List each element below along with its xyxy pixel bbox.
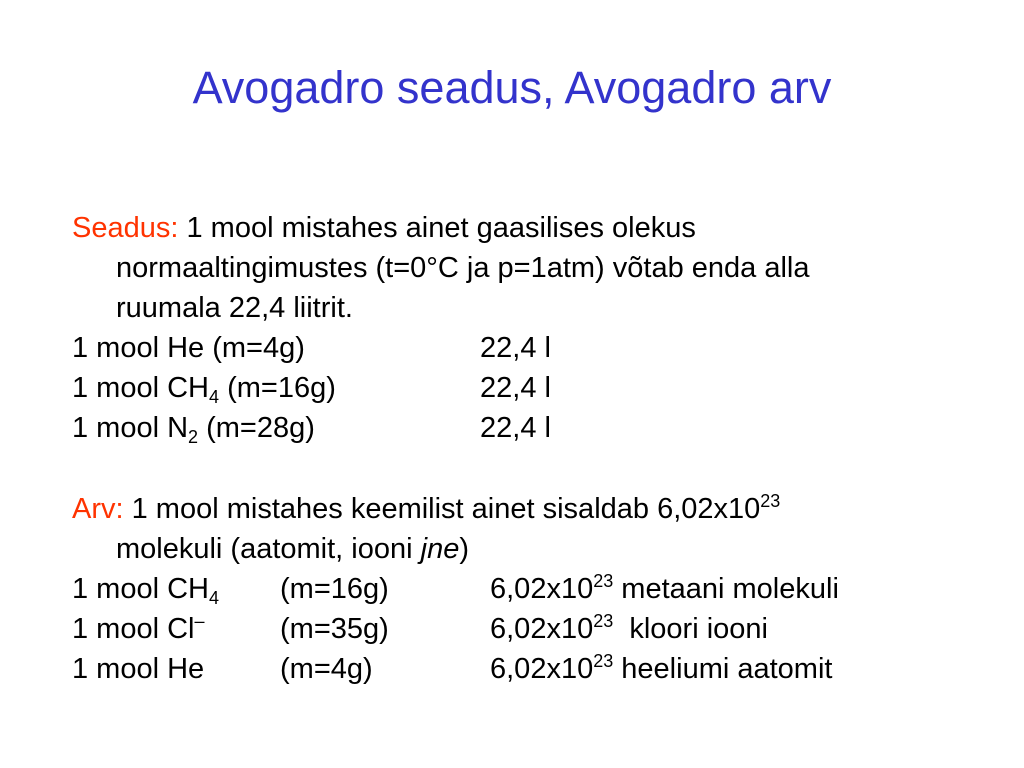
volume-row-ch4 [72,368,972,408]
slide-body [72,208,972,689]
particle-count: $6,02x10^{23}$ metaani molekuli [490,571,839,605]
particle-count: $6,02x10^{23}$ kloori iooni [490,611,768,645]
volume-value: 22,4 l [480,412,551,444]
substance-mass: 1 mool $N_2$ (m=28g) [72,412,315,447]
substance: 1 mool $CH_4$ [72,573,220,608]
volume-value: 22,4 l [480,332,551,364]
number-label: Arv: [72,493,124,525]
law-paragraph [72,208,972,328]
mass: (m=4g) [280,653,373,685]
substance-mass: 1 mool $CH_4$ (m=16g) [72,372,336,407]
law-line-2: normaaltingimustes (t=0°C ja p=1atm) võtab enda alla [116,252,810,284]
exponent: 23 [760,491,781,511]
spacer [72,448,972,489]
law-label: Seadus: [72,212,179,244]
volume-value: 22,4 l [480,372,551,404]
particle-row-he [72,649,972,689]
number-line-2: molekuli (aatomit, iooni jne) [116,533,470,565]
number-line-1: 1 mool mistahes keemilist ainet sisaldab 6,02x10 [123,493,761,525]
volume-row-n2 [72,408,972,448]
slide-title: Avogadro seadus, Avogadro arv [192,62,832,113]
volume-row-he [72,328,972,368]
substance-mass: 1 mool He (m=4g) [72,332,305,364]
mass: (m=35g) [280,613,389,645]
substance: 1 mool He [72,653,205,685]
number-paragraph [72,489,972,569]
law-line-1: 1 mool mistahes ainet gaasilises olekus [178,212,696,244]
particle-row-ch4 [72,569,972,609]
mass: (m=16g) [280,573,389,605]
particle-count: $6,02x10^{23}$ heeliumi aatomit [490,651,833,685]
particle-row-cl [72,609,972,649]
substance: 1 mool Cl– [72,611,205,645]
law-line-3: ruumala 22,4 liitrit. [116,292,353,324]
